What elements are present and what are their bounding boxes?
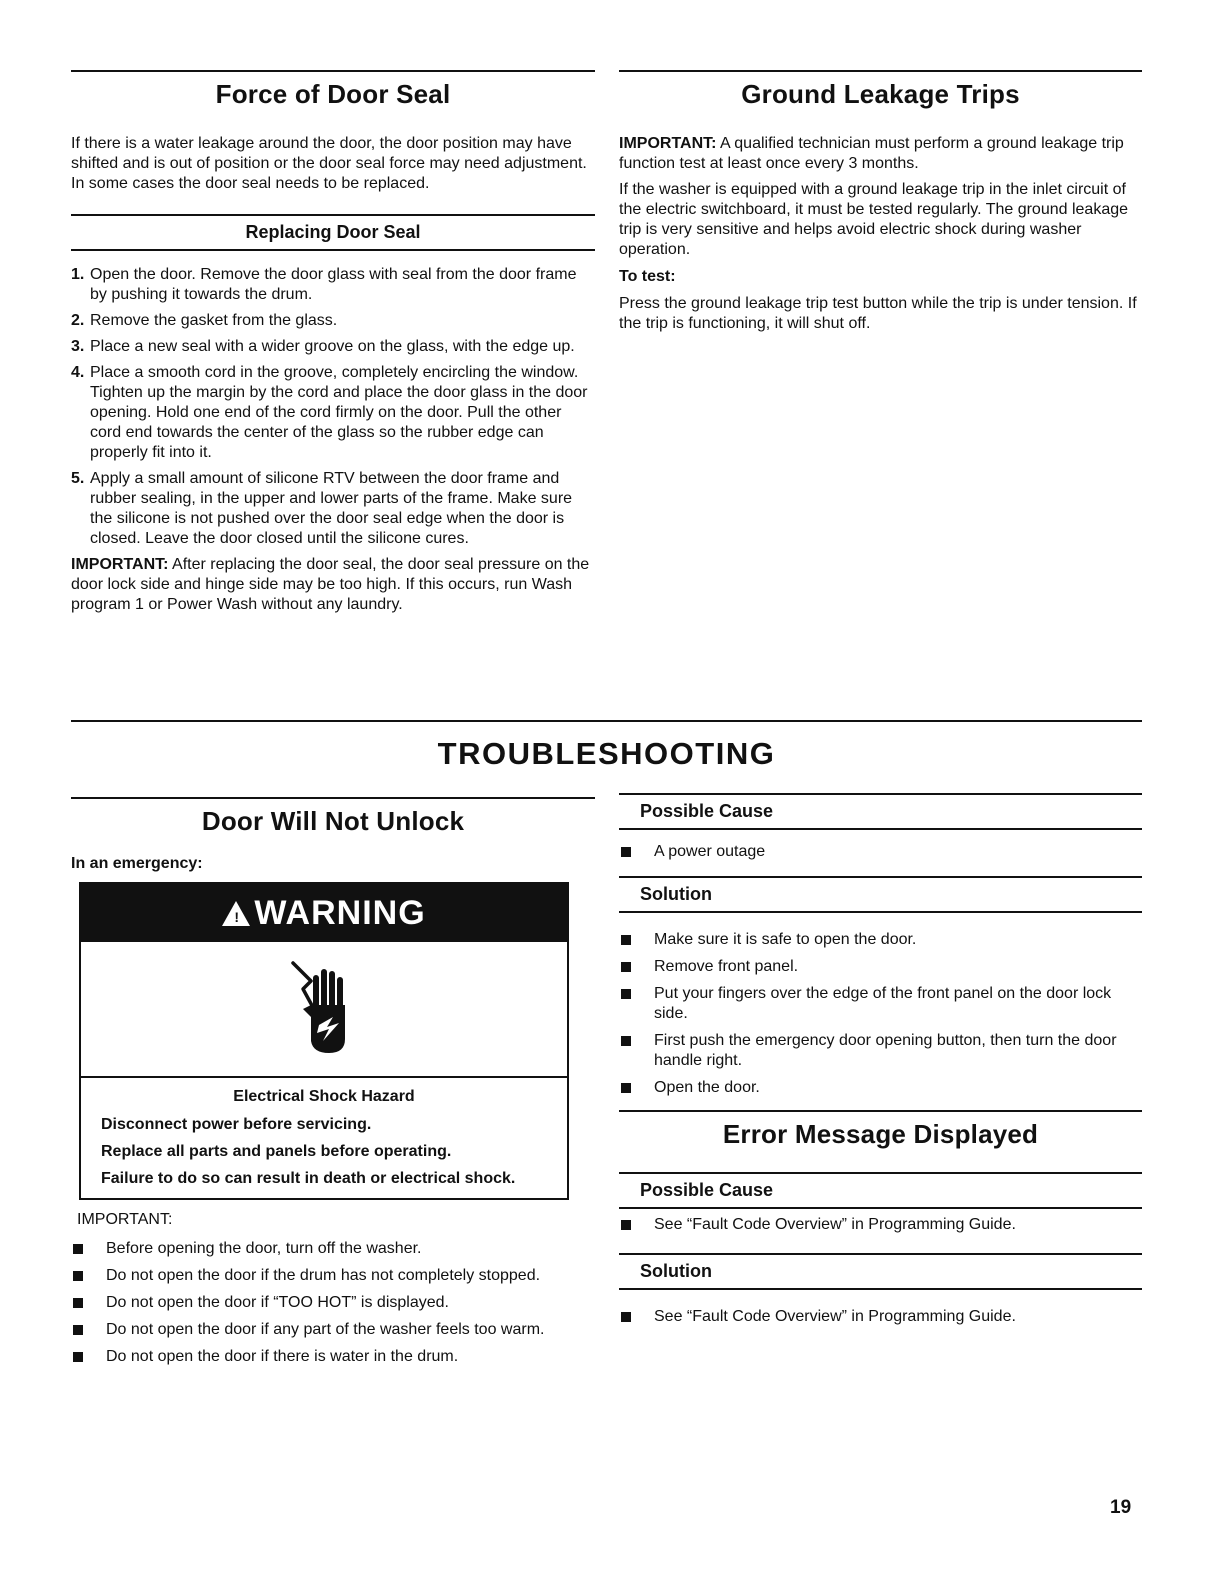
ground-leakage-section <box>619 70 1142 334</box>
bullet-square-icon <box>621 847 631 857</box>
list-item: Open the door. <box>619 1078 1142 1098</box>
bullet-square-icon <box>73 1352 83 1362</box>
warning-triangle-icon: ! <box>222 901 250 926</box>
bullet-square-icon <box>73 1244 83 1254</box>
step-item: 4. Place a smooth cord in the groove, completely encircling the window. Tighten up the margin by the cord and place the door glass in the door opening. Hold one end of the cord firmly on the door. Pull the other cord end towards the center of the glass so the rubber edge can properly fit into it. <box>71 364 588 461</box>
bullet-square-icon <box>621 1083 631 1093</box>
warning-line: Replace all parts and panels before operating. <box>101 1143 452 1160</box>
list-item: See “Fault Code Overview” in Programming Guide. <box>619 1215 1142 1235</box>
bullet-square-icon <box>621 1036 631 1046</box>
warning-banner <box>81 884 567 942</box>
bullet-square-icon <box>73 1271 83 1281</box>
important-bullets <box>71 1239 595 1367</box>
list-item: See “Fault Code Overview” in Programming Guide. <box>619 1307 1142 1327</box>
force-intro: If there is a water leakage around the door, the door position may have shifted and is out of position or the door seal force may need adjustment. In some cases the door seal needs to be replaced. <box>71 135 587 192</box>
possible-cause-head: Possible Cause <box>619 793 1142 830</box>
error-solution-head: Solution <box>619 1253 1142 1290</box>
list-item: First push the emergency door opening button, then turn the door handle right. <box>619 1031 1142 1071</box>
list-item: Do not open the door if there is water in the drum. <box>71 1347 595 1367</box>
warning-box <box>79 882 569 1200</box>
list-item: Do not open the door if the drum has not completely stopped. <box>71 1266 595 1286</box>
list-item: Before opening the door, turn off the washer. <box>71 1239 595 1259</box>
solution-list <box>619 930 1142 1098</box>
warning-line: Disconnect power before servicing. <box>101 1116 372 1133</box>
door-unlock-important <box>71 1210 595 1374</box>
door-unlock-section <box>71 797 595 873</box>
door-unlock-title: Door Will Not Unlock <box>71 797 595 837</box>
error-solution-list <box>619 1307 1142 1327</box>
door-unlock-cause-solution <box>619 793 1142 1105</box>
to-test-label: To test: <box>619 268 676 285</box>
error-possible-cause-head: Possible Cause <box>619 1172 1142 1209</box>
force-of-door-seal-section <box>71 70 595 615</box>
warning-banner-text: WARNING <box>254 893 426 932</box>
page-number: 19 <box>1110 1497 1132 1518</box>
list-item: Do not open the door if “TOO HOT” is displayed. <box>71 1293 595 1313</box>
electric-shock-hand-icon <box>289 959 359 1059</box>
shock-hazard-icon-area <box>81 942 567 1078</box>
force-important: IMPORTANT: After replacing the door seal, the door seal pressure on the door lock side and hinge side may be too high. If this occurs, run Wash program 1 or Power Wash without any laundry. <box>71 556 590 613</box>
warning-text <box>81 1078 567 1188</box>
bullet-square-icon <box>621 1312 631 1322</box>
list-item: A power outage <box>619 842 1142 862</box>
to-test-text: Press the ground leakage trip test button while the trip is under tension. If the trip is functioning, it will shut off. <box>619 295 1137 332</box>
solution-head: Solution <box>619 876 1142 913</box>
error-title: Error Message Displayed <box>619 1110 1142 1150</box>
bullet-square-icon <box>621 935 631 945</box>
emergency-label: In an emergency: <box>71 855 203 872</box>
bullet-square-icon <box>73 1325 83 1335</box>
bullet-square-icon <box>621 989 631 999</box>
error-cause-list <box>619 1215 1142 1235</box>
list-item: Remove front panel. <box>619 957 1142 977</box>
bullet-square-icon <box>621 1220 631 1230</box>
ground-important: IMPORTANT: A qualified technician must perform a ground leakage trip function test at least once every 3 months. <box>619 135 1124 172</box>
force-title: Force of Door Seal <box>71 70 595 110</box>
cause-list <box>619 842 1142 862</box>
ground-title: Ground Leakage Trips <box>619 70 1142 110</box>
step-item: 1. Open the door. Remove the door glass with seal from the door frame by pushing it towards the drum. <box>71 266 577 303</box>
replacing-steps <box>71 265 595 549</box>
bullet-square-icon <box>73 1298 83 1308</box>
bullet-square-icon <box>621 962 631 972</box>
troubleshooting-title: TROUBLESHOOTING <box>71 720 1142 772</box>
step-item: 5. Apply a small amount of silicone RTV between the door frame and rubber sealing, in the upper and lower parts of the frame. Make sure the silicone is not pushed over the door seal edge when the door is closed. Leave the door closed until the silicone cures. <box>71 470 573 547</box>
step-item: 3. Place a new seal with a wider groove on the glass, with the edge up. <box>71 338 575 355</box>
error-message-section <box>619 1110 1142 1334</box>
ground-para: If the washer is equipped with a ground leakage trip in the inlet circuit of the electric switchboard, it must be tested regularly. The ground leakage trip is very sensitive and helps avoid electric shock during washer operation. <box>619 181 1129 258</box>
replacing-title: Replacing Door Seal <box>71 214 595 251</box>
list-item: Do not open the door if any part of the washer feels too warm. <box>71 1320 595 1340</box>
list-item: Put your fingers over the edge of the front panel on the door lock side. <box>619 984 1142 1024</box>
important-label: IMPORTANT: <box>77 1211 173 1228</box>
list-item: Make sure it is safe to open the door. <box>619 930 1142 950</box>
warning-line: Failure to do so can result in death or electrical shock. <box>101 1170 516 1187</box>
hazard-title: Electrical Shock Hazard <box>233 1088 415 1105</box>
step-item: 2. Remove the gasket from the glass. <box>71 312 338 329</box>
